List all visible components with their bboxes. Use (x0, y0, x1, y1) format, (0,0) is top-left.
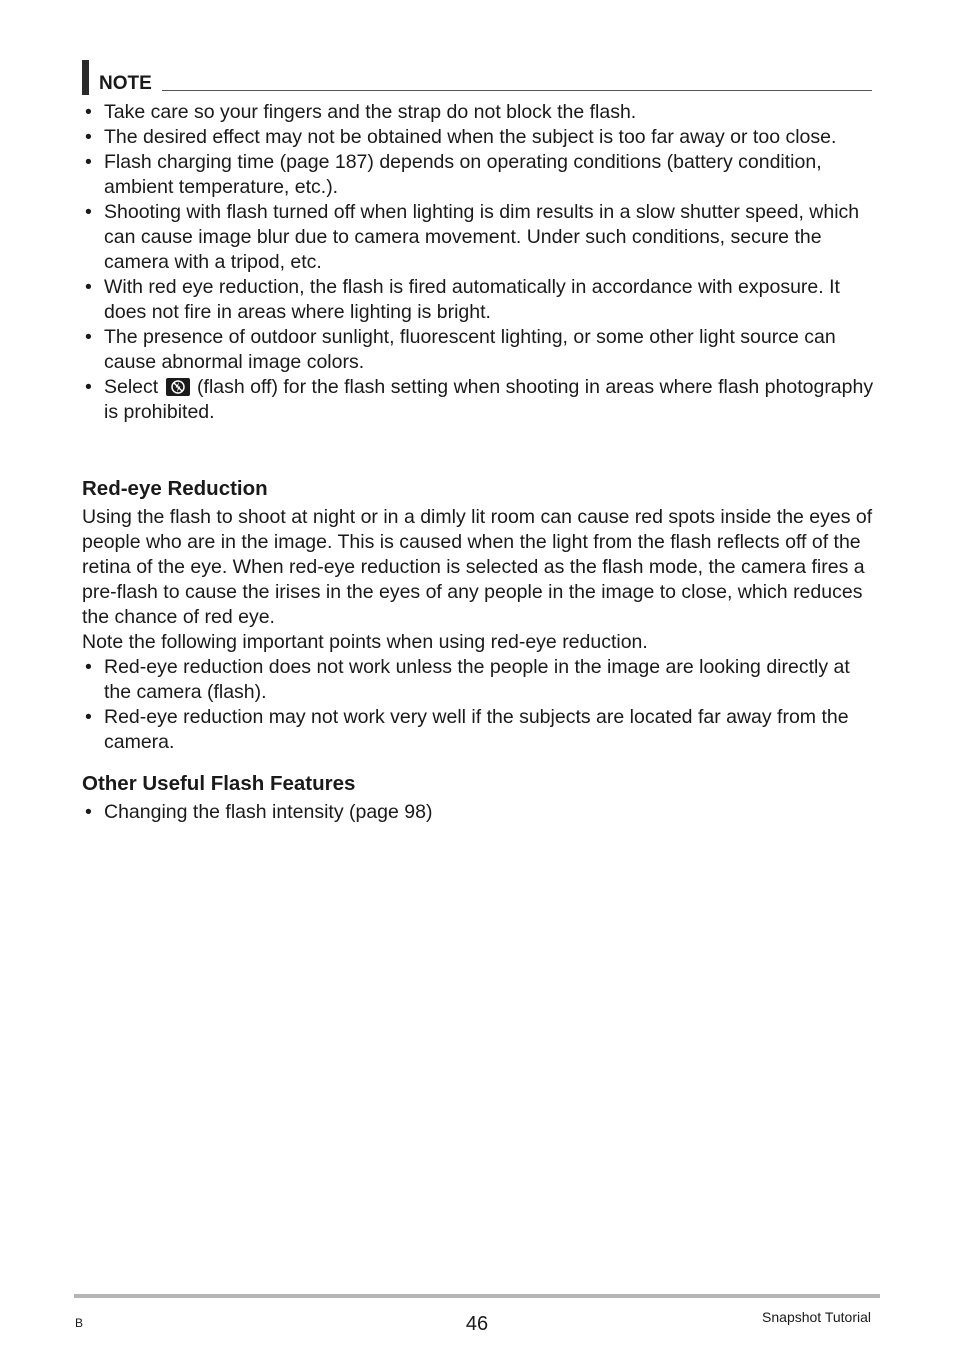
note-list (82, 100, 874, 425)
other-features-list (82, 800, 874, 825)
red-eye-note-line: Note the following important points when using red-eye reduction. (82, 631, 648, 653)
red-eye-heading: Red-eye Reduction (82, 477, 268, 500)
page-number: 46 (465, 1313, 489, 1335)
list-item: • Changing the flash intensity (page 98) (85, 801, 433, 823)
list-item: • Red-eye reduction may not work very well if the subjects are located far away from the camera. (85, 706, 849, 753)
footer-left-mark: B (75, 1316, 84, 1330)
note-label: NOTE (99, 73, 152, 94)
list-item: • Shooting with flash turned off when lighting is dim results in a slow shutter speed, which can cause image blur due to camera movement. Under such conditions, secure the camera with a tripod, etc. (85, 201, 860, 273)
red-eye-paragraph: Using the flash to shoot at night or in a dimly lit room can cause red spots inside the eyes of people who are in the image. This is caused when the light from the flash reflects off of the retina of the eye. When red-eye reduction is selected as the flash mode, the camera fires a pre-flash to cause the irises in the eyes of any people in the image to close, which reduces the chance of red eye. (82, 506, 873, 628)
list-item: • Take care so your fingers and the strap do not block the flash. (85, 101, 637, 123)
list-item: • With red eye reduction, the flash is fired automatically in accordance with exposure. It does not fire in areas where lighting is bright. (85, 276, 840, 323)
note-bar (82, 60, 89, 95)
list-item: • The desired effect may not be obtained when the subject is too far away or too close. (85, 126, 837, 148)
section-title: Snapshot Tutorial (762, 1309, 871, 1325)
list-item: • The presence of outdoor sunlight, fluorescent lighting, or some other light source can cause abnormal image colors. (85, 326, 836, 373)
note-header (82, 60, 872, 96)
other-features-heading: Other Useful Flash Features (82, 772, 356, 795)
flash-off-icon (166, 378, 190, 396)
note-rule (162, 90, 872, 91)
list-item: • Select (flash off) for the flash setting when shooting in areas where flash photography is prohibited. (85, 376, 874, 423)
list-item: • Flash charging time (page 187) depends on operating conditions (battery condition, ambient temperature, etc.). (85, 151, 822, 198)
red-eye-list (82, 655, 874, 755)
list-item: • Red-eye reduction does not work unless the people in the image are looking directly at the camera (flash). (85, 656, 850, 703)
footer-rule (74, 1294, 880, 1298)
